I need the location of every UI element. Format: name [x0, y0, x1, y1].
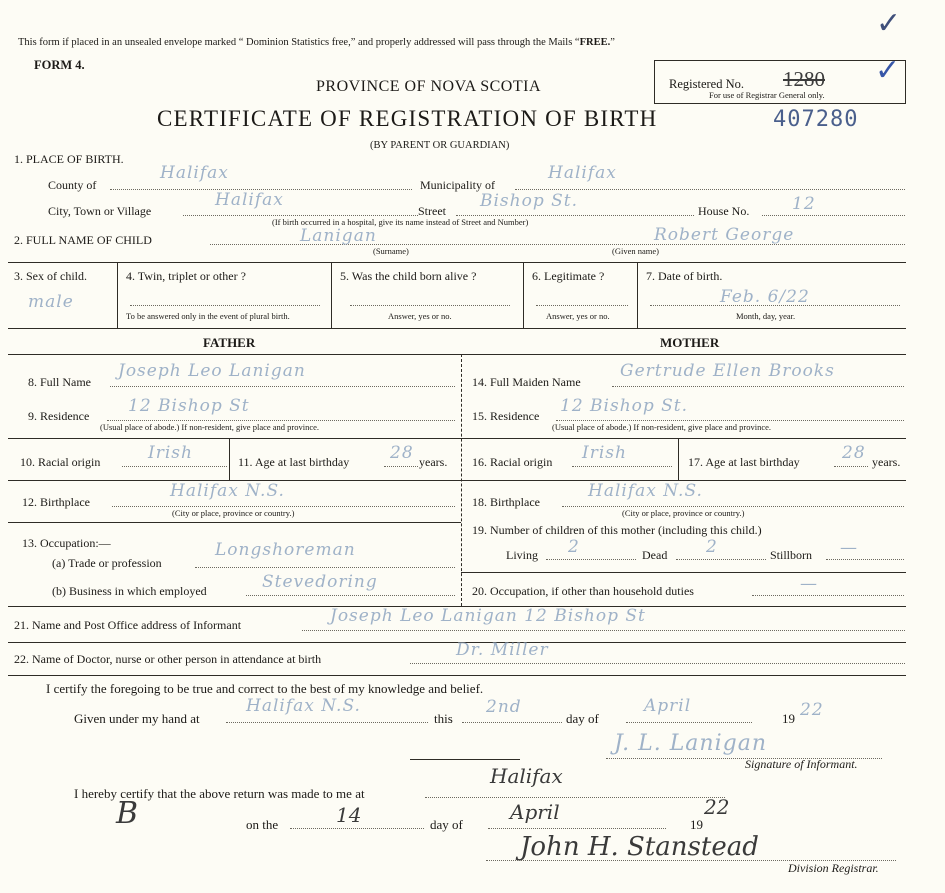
this-label: this	[434, 711, 453, 726]
mother-name-value: Gertrude Ellen Brooks	[620, 361, 835, 381]
legitimate-label: 6. Legitimate ?	[532, 269, 605, 283]
children-label: 19. Number of children of this mother (including this child.)	[472, 523, 762, 537]
father-heading: FATHER	[203, 335, 256, 350]
place-of-birth-heading: 1. PLACE OF BIRTH.	[14, 152, 124, 166]
date-of-birth-value: Feb. 6/22	[720, 287, 810, 307]
mother-age-label: 17. Age at last birthday	[688, 455, 800, 469]
registrar-statement: I hereby certify that the above return was made to me at	[74, 786, 365, 801]
hospital-note: (If birth occurred in a hospital, give its name instead of Street and Number)	[272, 217, 529, 227]
registered-check-mark: ✓	[875, 54, 901, 87]
mail-notice-free: FREE.	[579, 37, 611, 48]
mother-birthplace-note: (City or place, province or country.)	[622, 508, 745, 518]
father-residence-value: 12 Bishop St	[128, 396, 250, 416]
mother-occupation-value: —	[800, 574, 818, 594]
mother-racial-value: Irish	[582, 443, 627, 463]
registered-label: Registered No.	[669, 77, 744, 91]
business-value: Stevedoring	[262, 572, 378, 592]
county-value: Halifax	[160, 163, 229, 183]
mother-birthplace-value: Halifax N.S.	[588, 481, 703, 501]
given-at-label: Given under my hand at	[74, 711, 200, 726]
living-label: Living	[506, 548, 538, 562]
child-name-heading: 2. FULL NAME OF CHILD	[14, 233, 152, 247]
sex-value: male	[28, 292, 74, 312]
registrar-signature: John H. Stanstead	[520, 832, 759, 862]
mother-age-unit: years.	[872, 455, 901, 469]
mother-birthplace-label: 18. Birthplace	[472, 495, 540, 509]
father-abode-note: (Usual place of abode.) If non-resident, give place and province.	[100, 422, 320, 432]
father-age-value: 28	[390, 443, 414, 463]
informant-label: 21. Name and Post Office address of Informant	[14, 618, 242, 632]
registrar-mark: B	[116, 796, 139, 831]
mother-age-value: 28	[842, 443, 866, 463]
doctor-value: Dr. Miller	[456, 640, 549, 660]
father-age-unit: years.	[419, 455, 448, 469]
twin-label: 4. Twin, triplet or other ?	[126, 269, 246, 283]
registrar-year: 22	[704, 795, 730, 819]
document-title: CERTIFICATE OF REGISTRATION OF BIRTH	[157, 106, 658, 131]
municipality-value: Halifax	[548, 163, 617, 183]
informant-signature: J. L. Lanigan	[614, 731, 767, 756]
father-racial-value: Irish	[148, 443, 193, 463]
certification-month: April	[644, 696, 692, 716]
certification-statement: I certify the foregoing to be true and correct to the best of my knowledge and belief.	[46, 681, 484, 696]
stillborn-label: Stillborn	[770, 548, 813, 562]
registered-number-box	[654, 54, 906, 104]
father-birthplace-note: (City or place, province or country.)	[172, 508, 295, 518]
informant-value: Joseph Leo Lanigan 12 Bishop St	[330, 606, 646, 626]
child-given-name-value: Robert George	[654, 225, 795, 245]
date-of-birth-note: Month, day, year.	[736, 311, 796, 321]
certification-year: 22	[800, 700, 824, 720]
registrar-place: Halifax	[490, 764, 563, 788]
registrar-month: April	[510, 800, 560, 824]
dead-value: 2	[706, 537, 718, 557]
stillborn-value: —	[840, 538, 858, 558]
certification-day: 2nd	[486, 697, 522, 717]
mother-heading: MOTHER	[660, 335, 720, 350]
city-value: Halifax	[215, 190, 284, 210]
father-age-label: 11. Age at last birthday	[238, 455, 350, 469]
trade-value: Longshoreman	[215, 540, 356, 560]
mail-notice-text: This form if placed in an unsealed envelope marked “ Dominion Statistics free,” and properly addressed will pass through the Mails “	[18, 37, 580, 48]
father-name-label: 8. Full Name	[28, 375, 91, 389]
mother-residence-value: 12 Bishop St.	[560, 396, 689, 416]
registered-value: 1280	[783, 67, 825, 91]
registrar-day-of-label: day of	[430, 817, 463, 832]
mother-racial-label: 16. Racial origin	[472, 455, 553, 469]
mother-abode-note: (Usual place of abode.) If non-resident, give place and province.	[552, 422, 772, 432]
given-at-place: Halifax N.S.	[246, 696, 361, 716]
document-subtitle: (BY PARENT OR GUARDIAN)	[370, 140, 510, 151]
informant-signature-caption: Signature of Informant.	[745, 757, 858, 771]
father-birthplace-label: 12. Birthplace	[22, 495, 90, 509]
registrar-signature-caption: Division Registrar.	[788, 861, 879, 875]
street-label: Street	[418, 204, 446, 218]
registrar-year-prefix: 19	[690, 817, 703, 832]
legitimate-note: Answer, yes or no.	[546, 311, 610, 321]
form-number: FORM 4.	[34, 58, 85, 72]
mother-residence-label: 15. Residence	[472, 409, 540, 423]
mother-occupation-label: 20. Occupation, if other than household duties	[472, 584, 694, 598]
county-label: County of	[48, 178, 97, 192]
municipality-label: Municipality of	[420, 178, 495, 192]
street-value: Bishop St.	[480, 191, 579, 211]
father-racial-label: 10. Racial origin	[20, 455, 101, 469]
trade-label: (a) Trade or profession	[52, 556, 162, 570]
business-label: (b) Business in which employed	[52, 584, 207, 598]
child-surname-value: Lanigan	[300, 226, 377, 246]
house-number-label: House No.	[698, 204, 750, 218]
twin-note: To be answered only in the event of plural birth.	[126, 311, 290, 321]
dead-label: Dead	[642, 548, 668, 562]
on-the-label: on the	[246, 817, 279, 832]
surname-caption: (Surname)	[373, 246, 409, 256]
mail-notice-end: ”	[610, 37, 615, 48]
sex-label: 3. Sex of child.	[14, 269, 87, 283]
born-alive-label: 5. Was the child born alive ?	[340, 269, 477, 283]
mail-notice	[18, 37, 615, 48]
certification-year-prefix: 19	[782, 711, 795, 726]
registrar-day: 14	[336, 803, 362, 827]
corner-check-mark: ✓	[876, 7, 902, 40]
father-name-value: Joseph Leo Lanigan	[118, 361, 306, 381]
house-number-value: 12	[792, 194, 816, 214]
mother-name-label: 14. Full Maiden Name	[472, 375, 581, 389]
city-label: City, Town or Village	[48, 204, 152, 218]
province-heading: PROVINCE OF NOVA SCOTIA	[316, 78, 542, 95]
doctor-label: 22. Name of Doctor, nurse or other person in attendance at birth	[14, 652, 322, 666]
father-residence-label: 9. Residence	[28, 409, 90, 423]
date-of-birth-label: 7. Date of birth.	[646, 269, 723, 283]
born-alive-note: Answer, yes or no.	[388, 311, 452, 321]
given-name-caption: (Given name)	[612, 246, 659, 256]
living-value: 2	[568, 537, 580, 557]
stamped-registration-number: 407280	[773, 107, 859, 132]
occupation-label: 13. Occupation:—	[22, 536, 111, 550]
father-birthplace-value: Halifax N.S.	[170, 481, 285, 501]
certification-day-of-label: day of	[566, 711, 599, 726]
registered-note: For use of Registrar General only.	[709, 90, 825, 100]
